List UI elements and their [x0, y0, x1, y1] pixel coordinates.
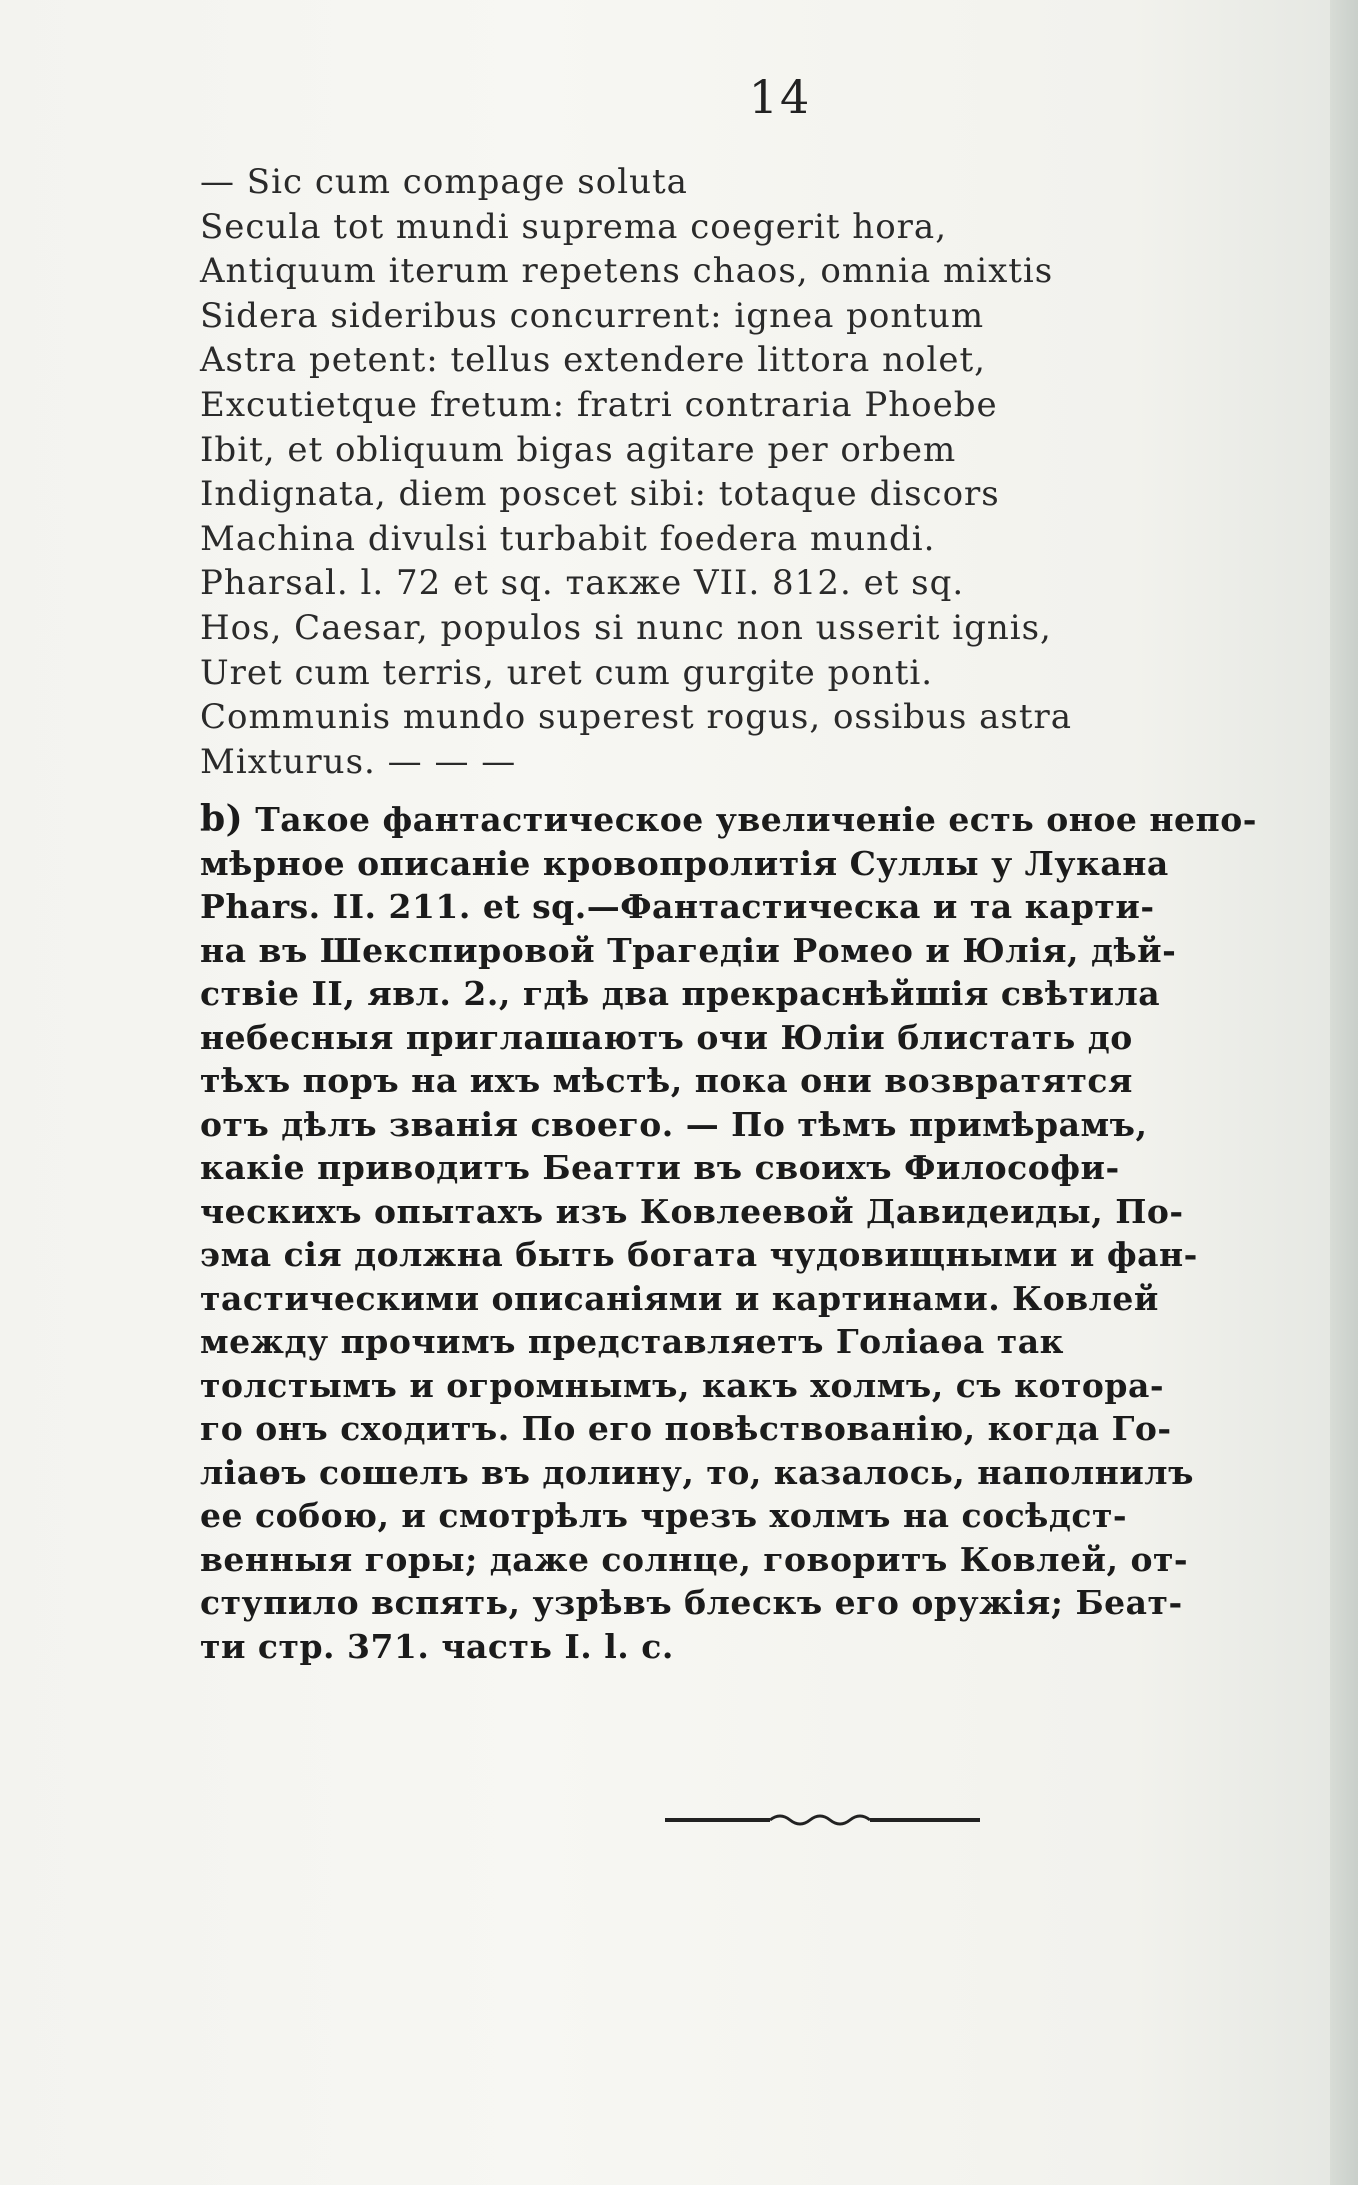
- note-line: ствіе II, явл. 2., гдѣ два прекраснѣйшія свѣтила: [200, 974, 1161, 1013]
- note-line: ческихъ опытахъ изъ Ковлеевой Давидеиды, По-: [200, 1191, 1184, 1231]
- quote-line: — Sic cum compage soluta: [200, 162, 688, 202]
- quote-line: Indignata, diem poscet sibi: totaque discors: [200, 474, 1000, 515]
- note-line: ступило вспять, узрѣвъ блескъ его оружія; Беат-: [200, 1583, 1183, 1622]
- note-line: го онъ сходитъ. По его повѣствованію, когда Го-: [200, 1409, 1172, 1448]
- quote-line: Pharsal. l. 72 et sq. также VII. 812. et sq.: [200, 563, 965, 604]
- quote-line: Communis mundo superest rogus, ossibus astra: [200, 697, 1073, 738]
- note-line: тѣхъ поръ на ихъ мѣстѣ, пока они возвратятся: [200, 1061, 1133, 1100]
- note-line: Такое фантастическое увеличеніе есть оное непо-: [255, 800, 1257, 839]
- note-line: ти стр. 371. часть I. l. c.: [200, 1626, 674, 1666]
- footnote-marker: b): [200, 798, 244, 840]
- quote-line: Sidera sideribus concurrent: ignea pontum: [200, 295, 985, 336]
- note-line: отъ дѣлъ званія своего. — По тѣмъ примѣрамъ,: [200, 1104, 1148, 1144]
- note-line: ліаөъ сошелъ въ долину, то, казалось, наполнилъ: [200, 1452, 1194, 1492]
- footnote-b: [200, 798, 1340, 1668]
- note-line: ее собою, и смотрѣлъ чрезъ холмъ на сосѣдст-: [200, 1496, 1128, 1535]
- latin-quote: [200, 160, 1200, 784]
- ornament-divider: [665, 1808, 980, 1832]
- note-line: венныя горы; даже солнце, говоритъ Ковлей, от-: [200, 1539, 1189, 1579]
- page-number: 14: [748, 70, 812, 124]
- note-line: небесныя приглашаютъ очи Юліи блистать до: [200, 1017, 1133, 1057]
- quote-line: Astra petent: tellus extendere littora nolet,: [200, 340, 986, 381]
- note-line: толстымъ и огромнымъ, какъ холмъ, съ котора-: [200, 1365, 1165, 1405]
- note-line: на въ Шекспировой Трагедіи Ромео и Юлія, дѣй-: [200, 930, 1177, 970]
- note-line: мѣрное описаніе кровопролитія Суллы у Лукана: [200, 843, 1169, 883]
- page-edge: [1330, 0, 1358, 2185]
- quote-line: Excutietque fretum: fratri contraria Phoebe: [200, 384, 998, 425]
- note-line: эма сія должна быть богата чудовищными и фан-: [200, 1235, 1198, 1274]
- note-line: тастическими описаніями и картинами. Ковлей: [200, 1278, 1159, 1318]
- quote-line: Machina divulsi turbabit foedera mundi.: [200, 518, 936, 559]
- quote-line: Mixturus. — — —: [200, 741, 517, 782]
- quote-line: Uret cum terris, uret cum gurgite ponti.: [200, 652, 934, 693]
- quote-line: Secula tot mundi suprema coegerit hora,: [200, 206, 948, 247]
- note-line: какіе приводитъ Беатти въ своихъ Философи-: [200, 1148, 1120, 1187]
- quote-line: Hos, Caesar, populos si nunc non usserit ignis,: [200, 607, 1052, 648]
- quote-line: Antiquum iterum repetens chaos, omnia mixtis: [200, 251, 1054, 292]
- quote-line: Ibit, et obliquum bigas agitare per orbem: [200, 429, 957, 470]
- note-line: Phars. II. 211. et sq.—Фантастическа и та карти-: [200, 887, 1155, 926]
- note-line: между прочимъ представляетъ Голіаөа так: [200, 1322, 1064, 1361]
